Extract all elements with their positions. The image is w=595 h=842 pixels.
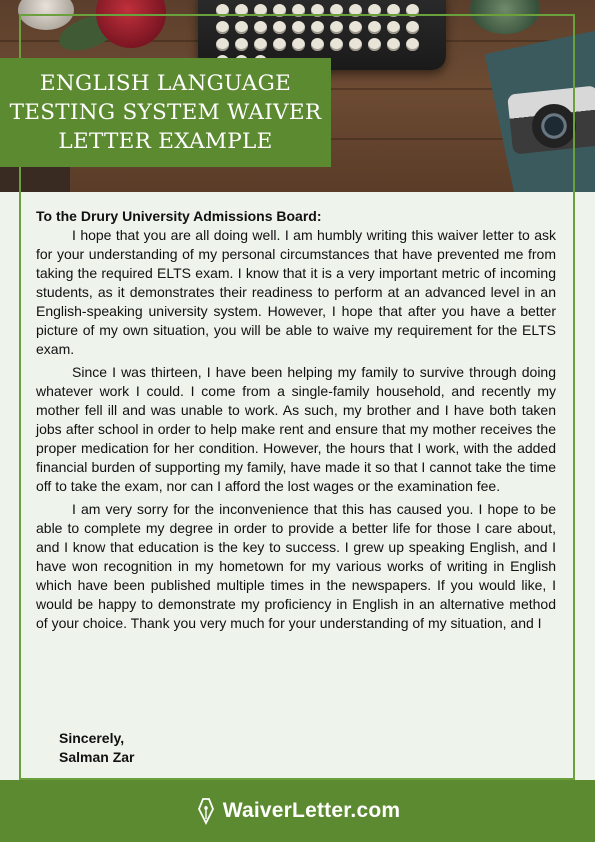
- typewriter-key: [292, 21, 305, 34]
- fountain-pen-nib-icon: [195, 797, 217, 825]
- typewriter-key: [311, 38, 324, 51]
- letter-paragraph-3: I am very sorry for the inconvenience that this has caused you. I hope to be able to complete my degree in order to provide a better life for those I care about, and I know that education is the key to success. I grew up speaking English, and I have won recognition in my hometown for my various works of writing in English which have been published multiple times in the newspapers. If you would like, I would be happy to demonstrate my proficiency in English in an alternative method of your choice. Thank you very much for your understanding of my situation, and I: [36, 501, 556, 631]
- succulent-decoration: [470, 0, 540, 34]
- typewriter-key: [235, 4, 248, 17]
- typewriter-key: [254, 21, 267, 34]
- title-banner: [0, 58, 331, 167]
- letter-greeting: To the Drury University Admissions Board:: [36, 208, 322, 224]
- closing-phrase: Sincerely,: [59, 730, 125, 746]
- typewriter-key: [406, 38, 419, 51]
- typewriter-key: [273, 21, 286, 34]
- typewriter-key: [254, 4, 267, 17]
- typewriter-key: [254, 38, 267, 51]
- typewriter-key: [387, 4, 400, 17]
- typewriter-key: [311, 4, 324, 17]
- typewriter-key: [368, 21, 381, 34]
- typewriter-key: [387, 38, 400, 51]
- typewriter-key: [235, 21, 248, 34]
- letter-signoff: [59, 729, 134, 767]
- signature-name: Salman Zar: [59, 749, 135, 765]
- typewriter-key: [311, 21, 324, 34]
- typewriter-key: [349, 4, 362, 17]
- typewriter-key: [330, 21, 343, 34]
- typewriter-key: [330, 4, 343, 17]
- footer-banner: [0, 780, 595, 842]
- typewriter-key: [368, 4, 381, 17]
- letter-paragraph-2: Since I was thirteen, I have been helping my family to survive through doing whatever work I could. I come from a single-family household, and recently my mother fell ill and was unable to work. As such, my brother and I have both taken jobs after school in order to help make rent and ensure that my mother receives the proper medication for her condition. However, the hours that I work, with the added financial burden of supporting my family, have made it so that I cannot take the time off to take the exam, nor can I afford the lost wages or the examination fee.: [36, 364, 556, 494]
- typewriter-key: [292, 38, 305, 51]
- typewriter-key: [273, 4, 286, 17]
- typewriter-key: [216, 4, 229, 17]
- typewriter-key: [387, 21, 400, 34]
- camera-lens: [532, 104, 576, 148]
- typewriter-keys: [210, 0, 440, 56]
- typewriter-key: [349, 21, 362, 34]
- typewriter-key: [406, 4, 419, 17]
- typewriter-key: [292, 4, 305, 17]
- letter-paragraph-1: I hope that you are all doing well. I am humbly writing this waiver letter to ask for your understanding of my personal circumstances that have prevented me from taking the required ELTS exam. I know that it is a very important metric of incoming students, as it demonstrates their readiness to perform at an advanced level in an English-speaking university system. However, I hope that after you have a better picture of my own situation, you will be able to waive my requirement for the ELTS exam.: [36, 227, 556, 357]
- typewriter-key: [406, 21, 419, 34]
- brand-logo-text[interactable]: WaiverLetter.com: [222, 799, 401, 822]
- page-title: ENGLISH LANGUAGE TESTING SYSTEM WAIVER LETTER EXAMPLE: [9, 71, 322, 154]
- typewriter-key: [273, 38, 286, 51]
- typewriter-key: [235, 38, 248, 51]
- typewriter-key: [368, 38, 381, 51]
- letter-body: [36, 207, 556, 637]
- typewriter-key: [216, 21, 229, 34]
- typewriter-key: [349, 38, 362, 51]
- typewriter-key: [330, 38, 343, 51]
- typewriter-key: [216, 38, 229, 51]
- rose-white-decoration: [18, 0, 74, 30]
